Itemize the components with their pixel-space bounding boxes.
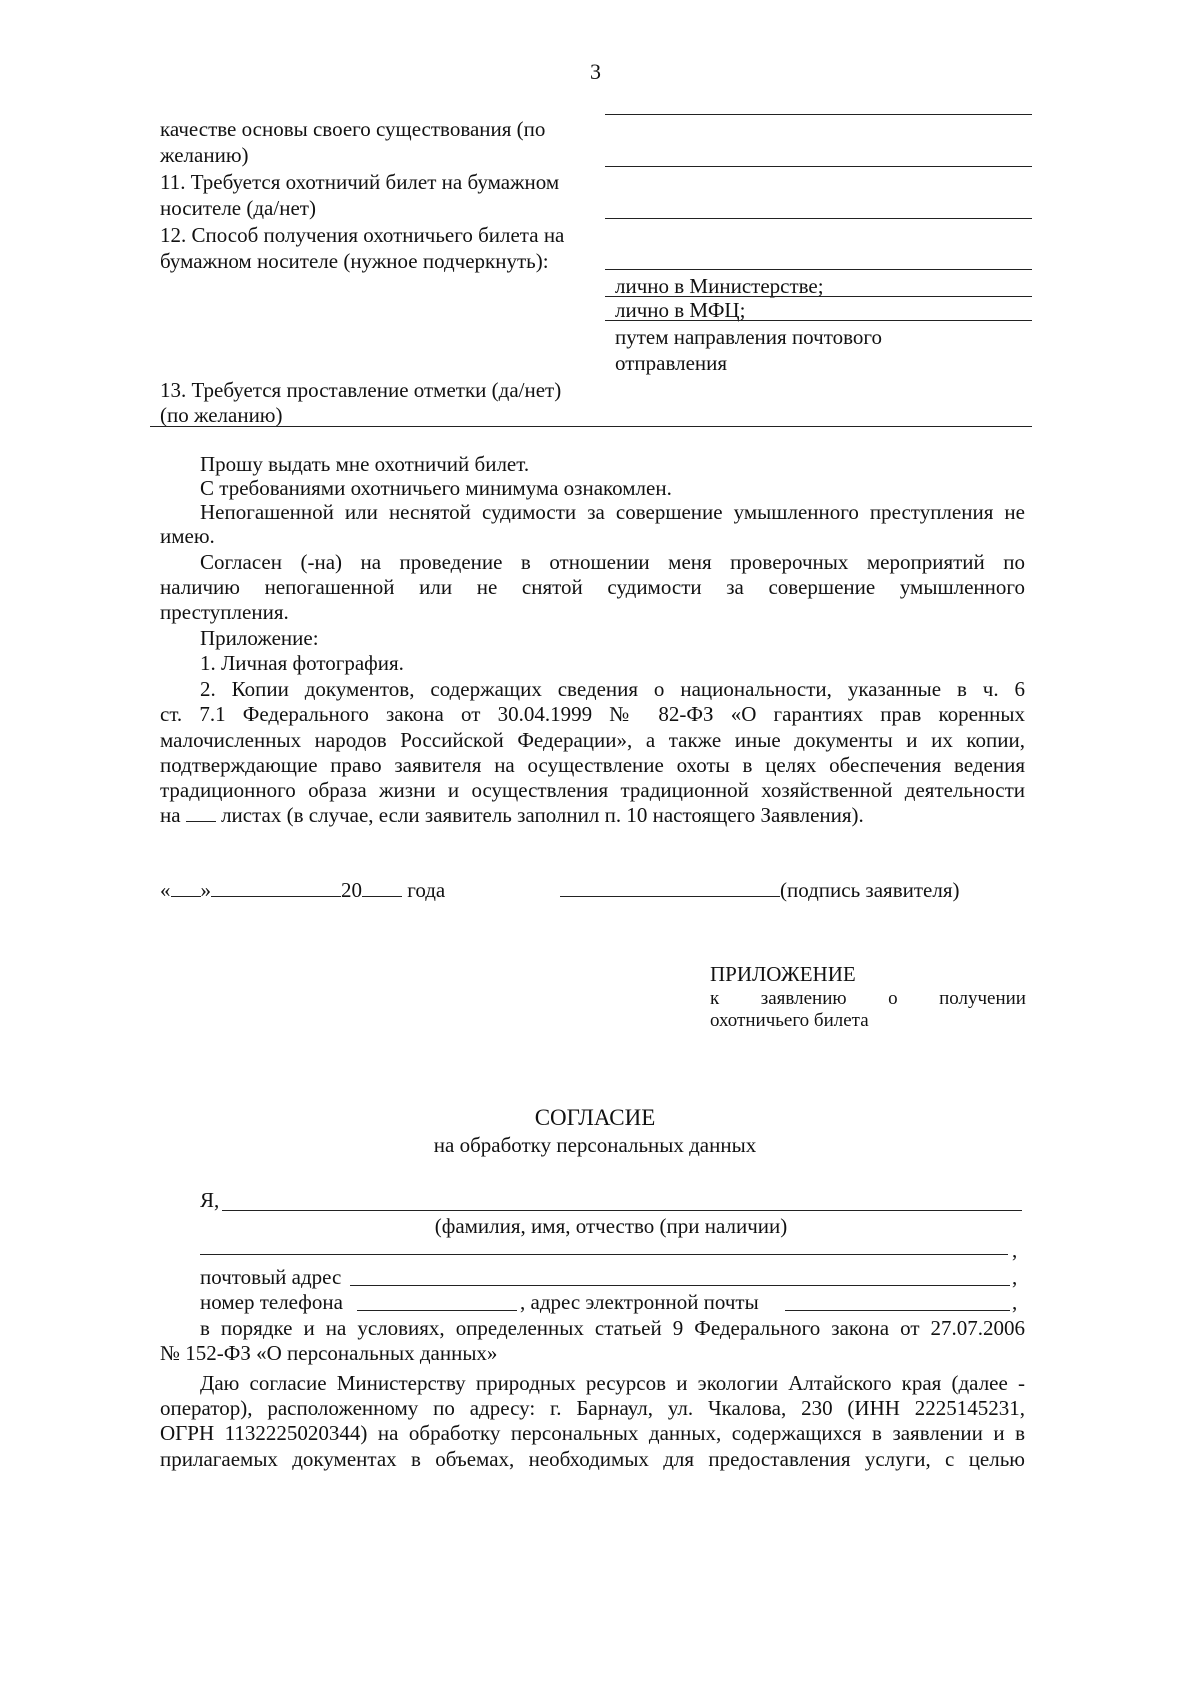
- year-suffix: года: [407, 878, 446, 902]
- attach-item2-line3: малочисленных народов Российской Федерации», а также иные документы и их копии,: [160, 728, 1025, 752]
- law-line2: № 152-ФЗ «О персональных данных»: [160, 1341, 498, 1365]
- fio-extra-field[interactable]: [200, 1254, 1008, 1255]
- appendix-word-2: заявлению: [760, 988, 847, 1009]
- q11-line2: носителе (да/нет): [160, 196, 316, 220]
- signature-block: [560, 876, 960, 904]
- attach-item2-line1: 2. Копии документов, содержащих сведения о национальности, указанные в ч. 6: [200, 677, 1025, 701]
- quote-open: «: [160, 878, 171, 902]
- answer-line-q10: [605, 114, 1032, 115]
- postal-label: почтовый адрес: [200, 1265, 342, 1289]
- body-p4-line3: преступления.: [160, 600, 289, 624]
- q10-line2: желанию): [160, 143, 249, 167]
- day-field[interactable]: [171, 876, 201, 897]
- q10-line1: качестве основы своего существования (по: [160, 117, 546, 141]
- year-field[interactable]: [362, 876, 402, 897]
- option-post-line1: путем направления почтового: [615, 325, 882, 349]
- body-p1: Прошу выдать мне охотничий билет.: [200, 452, 530, 476]
- fio-field[interactable]: [222, 1210, 1022, 1211]
- q12-line1: 12. Способ получения охотничьего билета на: [160, 223, 565, 247]
- signature-label: (подпись заявителя): [780, 878, 960, 902]
- answer-line-q10b: [605, 166, 1032, 167]
- option-ministry: лично в Министерстве;: [615, 274, 824, 298]
- appendix-title: ПРИЛОЖЕНИЕ: [710, 962, 856, 986]
- appendix-word-1: к: [710, 988, 720, 1009]
- month-field[interactable]: [211, 876, 341, 897]
- consent-para-line4: прилагаемых документах в объемах, необходимых для предоставления услуги, с целью: [160, 1447, 1025, 1471]
- attach-item2-line5: традиционного образа жизни и осуществления традиционной хозяйственной деятельности: [160, 778, 1025, 802]
- consent-title: СОГЛАСИЕ: [534, 1105, 656, 1130]
- postal-field[interactable]: [350, 1285, 1010, 1286]
- attach-item2-line4: подтверждающие право заявителя на осуществление охоты в целях обеспечения ведения: [160, 753, 1025, 777]
- body-p4-line1: Согласен (-на) на проведение в отношении меня проверочных мероприятий по: [200, 550, 1025, 574]
- email-field[interactable]: [785, 1310, 1010, 1311]
- body-p3-line1: Непогашенной или неснятой судимости за совершение умышленного преступления не: [200, 500, 1025, 524]
- consent-para-line3: ОГРН 1132225020344) на обработку персональных данных, содержащихся в заявлении и в: [160, 1421, 1025, 1445]
- body-p3-line2: имею.: [160, 524, 215, 548]
- attach-title: Приложение:: [200, 626, 319, 650]
- appendix-line2: охотничьего билета: [710, 1010, 869, 1031]
- sheets-suffix: листах (в случае, если заявитель заполнил п. 10 настоящего Заявления).: [221, 803, 864, 827]
- comma-3: ,: [1012, 1290, 1018, 1314]
- page-number: 3: [590, 59, 601, 84]
- answer-line-q11: [605, 218, 1032, 219]
- attach-item2-line2: ст. 7.1 Федерального закона от 30.04.1999 № 82-ФЗ «О гарантиях прав коренных: [160, 702, 1025, 726]
- answer-line-q12: [605, 269, 1032, 270]
- phone-field[interactable]: [357, 1310, 517, 1311]
- body-p2: С требованиями охотничьего минимума ознакомлен.: [200, 476, 672, 500]
- option-mfc-line: [605, 320, 1032, 321]
- law-line1: в порядке и на условиях, определенных статьей 9 Федерального закона от 27.07.2006: [200, 1316, 1025, 1340]
- comma-2: ,: [1012, 1265, 1018, 1289]
- option-mfc: лично в МФЦ;: [615, 298, 746, 322]
- q13-bottom-line: [150, 426, 1032, 427]
- consent-para-line2: оператор), расположенному по адресу: г. Барнаул, ул. Чкалова, 230 (ИНН 2225145231,: [160, 1396, 1025, 1420]
- sheets-count-field[interactable]: [186, 801, 216, 822]
- consent-subtitle: на обработку персональных данных: [433, 1133, 757, 1157]
- consent-i-label: Я,: [200, 1188, 220, 1212]
- appendix-word-3: о: [888, 988, 898, 1009]
- phone-label: номер телефона: [200, 1290, 343, 1314]
- comma-1: ,: [1012, 1238, 1018, 1262]
- option-post-line2: отправления: [615, 351, 728, 375]
- q13-line1: 13. Требуется проставление отметки (да/нет): [160, 378, 562, 402]
- body-p4-line2: наличию непогашенной или не снятой судимости за совершение умышленного: [160, 575, 1025, 599]
- consent-para-line1: Даю согласие Министерству природных ресурсов и экологии Алтайского края (далее -: [200, 1371, 1025, 1395]
- year-prefix: 20: [341, 878, 362, 902]
- email-label: , адрес электронной почты: [520, 1290, 759, 1314]
- appendix-word-4: получении: [939, 988, 1026, 1009]
- date-line: [160, 876, 445, 904]
- attach-item2-line6: [160, 801, 864, 829]
- quote-close: »: [200, 878, 211, 902]
- q11-line1: 11. Требуется охотничий билет на бумажном: [160, 170, 560, 194]
- q13-line2: (по желанию): [160, 403, 283, 427]
- fio-caption: (фамилия, имя, отчество (при наличии): [434, 1214, 788, 1238]
- attach-item1: 1. Личная фотография.: [200, 651, 404, 675]
- q12-line2: бумажном носителе (нужное подчеркнуть):: [160, 249, 549, 273]
- signature-field[interactable]: [560, 876, 780, 897]
- sheets-prefix: на: [160, 803, 181, 827]
